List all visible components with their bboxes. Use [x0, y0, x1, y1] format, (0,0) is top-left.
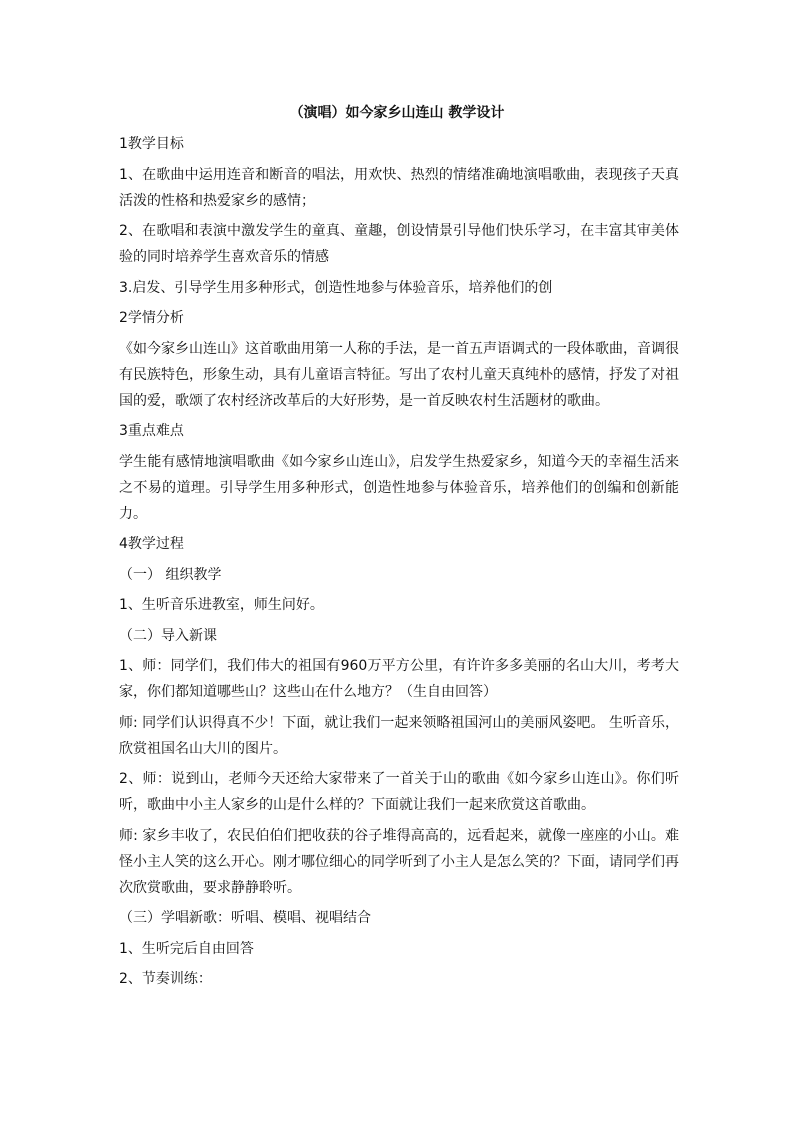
- section-heading-process: 4教学过程: [119, 536, 184, 552]
- process-item: 1、生听音乐进教室，师生问好。: [119, 597, 324, 613]
- key-points-paragraph: 学生能有感情地演唱歌曲《如今家乡山连山》，启发学生热爱家乡，知道今天的幸福生活来之不易的道理。引导学生用多种形式，创造性地参与体验音乐，培养他们的创编和创新能力。: [119, 453, 679, 522]
- section-heading-analysis: 2学情分析: [119, 310, 184, 326]
- process-step-introduce: （二）导入新课: [119, 627, 217, 644]
- process-step-organize: （一） 组织教学: [119, 566, 222, 583]
- process-item: 2、节奏训练：: [119, 971, 212, 987]
- document-body: [119, 131, 679, 997]
- analysis-paragraph: 《如今家乡山连山》这首歌曲用第一人称的手法，是一首五声语调式的一段体歌曲，音调很有民族特色，形象生动，具有儿童语言特征。写出了农村儿童天真纯朴的感情，抒发了对祖国的爱，歌颂了农村经济改革后的大好形势，是一首反映农村生活题材的歌曲。: [119, 340, 679, 409]
- process-item: 2、师：说到山，老师今天还给大家带来了一首关于山的歌曲《如今家乡山连山》。你们听听，歌曲中小主人家乡的山是什么样的？下面就让我们一起来欣赏这首歌曲。: [119, 771, 679, 813]
- process-item: 师: 家乡丰收了，农民伯伯们把收获的谷子堆得高高的，远看起来，就像一座座的小山。难怪小主人笑的这么开心。刚才哪位细心的同学听到了小主人是怎么笑的？下面，请同学们再次欣赏歌曲，要求静静聆听。: [119, 827, 679, 896]
- objective-item-3: 3.启发、引导学生用多种形式，创造性地参与体验音乐，培养他们的创: [119, 279, 553, 296]
- document-title: （演唱）如今家乡山连山 教学设计: [289, 105, 505, 121]
- process-step-learn-song: （三）学唱新歌：听唱、模唱、视唱结合: [119, 910, 371, 926]
- process-item: 师: 同学们认识得真不少！下面，就让我们一起来领略祖国河山的美丽风姿吧。 生听音乐，欣赏祖国名山大川的图片。: [119, 714, 679, 757]
- objective-item-2: 2、在歌唱和表演中激发学生的童真、童趣，创设情景引导他们快乐学习，在丰富其审美体验的同时培养学生喜欢音乐的情感: [119, 223, 679, 265]
- section-heading-objectives: 1教学目标: [119, 136, 184, 152]
- process-item: 1、生听完后自由回答: [119, 940, 254, 957]
- process-item: 1、师：同学们，我们伟大的祖国有960万平方公里，有许许多多美丽的名山大川，考考大家，你们都知道哪些山？这些山在什么地方？（生自由回答）: [119, 658, 679, 700]
- section-heading-key-points: 3重点难点: [119, 423, 184, 439]
- objective-item-1: 1、在歌曲中运用连音和断音的唱法，用欢快、热烈的情绪准确地演唱歌曲，表现孩子天真活泼的性格和热爱家乡的感情；: [119, 166, 679, 209]
